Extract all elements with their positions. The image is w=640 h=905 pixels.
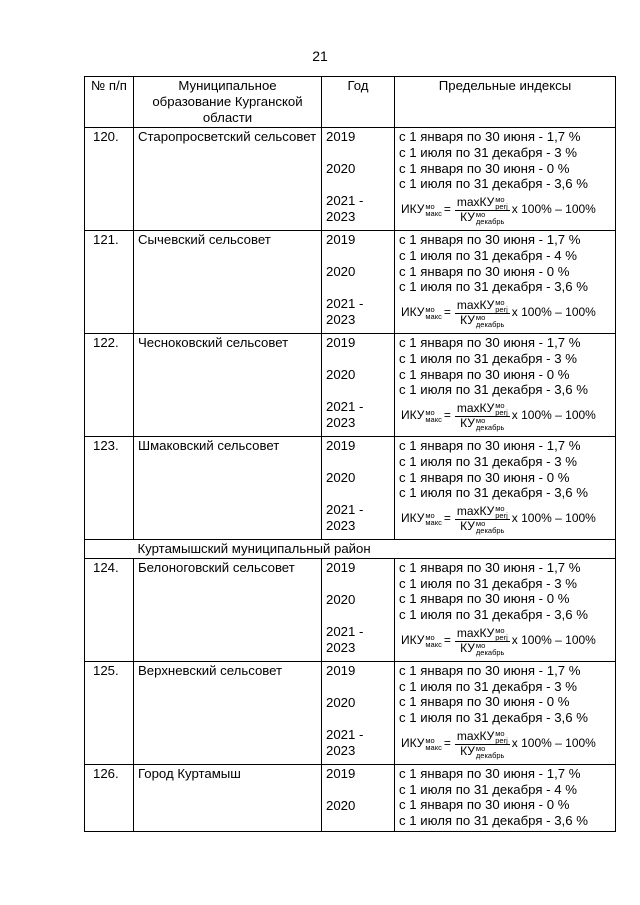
index-2020-h1: с 1 января по 30 июня - 0 % (399, 366, 570, 382)
formula-tail: x 100% – 100% (511, 408, 596, 423)
formula-lhs-sub: макс (425, 415, 442, 425)
formula-fraction (455, 627, 510, 656)
formula-denominator: КУ (460, 519, 475, 534)
formula-equals: = (443, 736, 451, 751)
year-2021-2023: 2021 - 2023 (326, 501, 364, 533)
index-2019-h1: с 1 января по 30 июня - 1,7 % (399, 662, 581, 678)
table-header-row (85, 77, 616, 128)
formula-den-sub: декабрь (475, 422, 505, 432)
year-cell (322, 436, 395, 539)
formula-numerator: maxКУ (456, 504, 495, 519)
formula-equals: = (443, 511, 451, 526)
formula-numerator: maxКУ (456, 195, 495, 210)
index-formula (399, 623, 611, 659)
row-number: 126. (85, 764, 134, 831)
indices-cell (395, 127, 616, 230)
formula-den-sup: мо (475, 640, 486, 650)
formula-num-sub: perj (495, 510, 508, 520)
index-2020-h1: с 1 января по 30 июня - 0 % (399, 160, 570, 176)
year-2019: 2019 (326, 334, 356, 350)
index-formula (399, 295, 611, 331)
row-number: 122. (85, 333, 134, 436)
formula-lhs-sup: мо (425, 736, 435, 746)
formula-lhs-sup: мо (425, 202, 435, 212)
formula-lhs: ИКУ (401, 408, 425, 423)
municipality-name: Шмаковский сельсовет (134, 436, 322, 539)
year-2020: 2020 (326, 694, 356, 710)
formula-den-sup: мо (475, 415, 486, 425)
index-2020-h2: с 1 июля по 31 декабря - 3,6 % (399, 710, 588, 726)
index-2019-h2: с 1 июля по 31 декабря - 3 % (399, 350, 577, 366)
year-2020: 2020 (326, 160, 356, 176)
index-2020-h2: с 1 июля по 31 декабря - 3,6 % (399, 279, 588, 295)
indices-cell (395, 764, 616, 831)
table-row (85, 661, 616, 764)
index-2019-h2: с 1 июля по 31 декабря - 3 % (399, 575, 577, 591)
index-2020-h2: с 1 июля по 31 декабря - 3,6 % (399, 813, 588, 829)
index-2020-h2: с 1 июля по 31 декабря - 3,6 % (399, 382, 588, 398)
formula-num-sup: мо (495, 400, 505, 410)
year-2021-2023: 2021 - 2023 (326, 295, 364, 327)
table-row (85, 230, 616, 333)
formula-numerator: maxКУ (456, 728, 495, 743)
year-2021-2023: 2021 - 2023 (326, 192, 364, 224)
formula-fraction (455, 196, 510, 225)
formula-lhs-sup: мо (425, 408, 435, 418)
formula-denominator: КУ (460, 210, 475, 225)
indices-cell (395, 558, 616, 661)
formula-num-sub: perj (495, 632, 508, 642)
formula-lhs-sup: мо (425, 633, 435, 643)
year-2020: 2020 (326, 797, 356, 813)
year-cell (322, 230, 395, 333)
formula-tail: x 100% – 100% (511, 305, 596, 320)
formula-denominator: КУ (460, 313, 475, 328)
municipality-name: Город Куртамыш (134, 764, 322, 831)
row-number: 120. (85, 127, 134, 230)
formula-tail: x 100% – 100% (511, 202, 596, 217)
formula-denominator: КУ (460, 640, 475, 655)
formula-num-sup: мо (495, 503, 505, 513)
formula-lhs-sub: макс (425, 312, 442, 322)
index-2019-h2: с 1 июля по 31 декабря - 3 % (399, 678, 577, 694)
formula-fraction (455, 730, 510, 759)
table-body-a (85, 127, 616, 539)
municipality-name: Верхневский сельсовет (134, 661, 322, 764)
formula-tail: x 100% – 100% (511, 511, 596, 526)
table-row (85, 127, 616, 230)
year-2019: 2019 (326, 231, 356, 247)
formula-fraction (455, 505, 510, 534)
formula-num-sup: мо (495, 194, 505, 204)
table-body-b (85, 558, 616, 831)
header-year: Год (322, 77, 395, 128)
formula-lhs: ИКУ (401, 633, 425, 648)
index-2019-h2: с 1 июля по 31 декабря - 4 % (399, 247, 577, 263)
row-number: 125. (85, 661, 134, 764)
formula-lhs: ИКУ (401, 305, 425, 320)
formula-num-sub: perj (495, 201, 508, 211)
formula-lhs: ИКУ (401, 736, 425, 751)
row-number: 123. (85, 436, 134, 539)
year-cell (322, 558, 395, 661)
year-2019: 2019 (326, 662, 356, 678)
formula-den-sup: мо (475, 312, 486, 322)
index-formula (399, 192, 611, 228)
page-number: 21 (312, 48, 328, 64)
index-2020-h2: с 1 июля по 31 декабря - 3,6 % (399, 176, 588, 192)
year-2020: 2020 (326, 366, 356, 382)
index-2019-h1: с 1 января по 30 июня - 1,7 % (399, 437, 581, 453)
formula-lhs-sub: макс (425, 209, 442, 219)
year-2020: 2020 (326, 469, 356, 485)
municipality-name: Старопросветский сельсовет (134, 127, 322, 230)
row-number: 121. (85, 230, 134, 333)
formula-den-sub: декабрь (475, 216, 505, 226)
table-row (85, 436, 616, 539)
formula-lhs-sup: мо (425, 511, 435, 521)
index-2020-h1: с 1 января по 30 июня - 0 % (399, 694, 570, 710)
municipality-name: Сычевский сельсовет (134, 230, 322, 333)
year-cell (322, 661, 395, 764)
formula-den-sub: декабрь (475, 525, 505, 535)
municipality-name: Чесноковский сельсовет (134, 333, 322, 436)
table-row (85, 333, 616, 436)
indices-cell (395, 436, 616, 539)
table-row (85, 764, 616, 831)
header-municipality: Муниципальное образование Курганской области (134, 77, 322, 128)
year-cell (322, 127, 395, 230)
formula-denominator: КУ (460, 743, 475, 758)
formula-lhs: ИКУ (401, 511, 425, 526)
section-title: Куртамышский муниципальный район (134, 539, 616, 558)
formula-fraction (455, 299, 510, 328)
index-2019-h2: с 1 июля по 31 декабря - 3 % (399, 144, 577, 160)
formula-tail: x 100% – 100% (511, 633, 596, 648)
index-2019-h1: с 1 января по 30 июня - 1,7 % (399, 231, 581, 247)
year-cell (322, 764, 395, 831)
header-num: № п/п (85, 77, 134, 128)
formula-den-sub: декабрь (475, 647, 505, 657)
formula-lhs: ИКУ (401, 202, 425, 217)
index-2020-h1: с 1 января по 30 июня - 0 % (399, 263, 570, 279)
formula-tail: x 100% – 100% (511, 736, 596, 751)
formula-numerator: maxКУ (456, 298, 495, 313)
section-row (85, 539, 616, 558)
year-2021-2023: 2021 - 2023 (326, 623, 364, 655)
index-2019-h2: с 1 июля по 31 декабря - 4 % (399, 781, 577, 797)
index-2019-h1: с 1 января по 30 июня - 1,7 % (399, 334, 581, 350)
year-2021-2023: 2021 - 2023 (326, 726, 364, 758)
formula-num-sup: мо (495, 728, 505, 738)
indices-cell (395, 661, 616, 764)
indices-table (84, 76, 616, 832)
row-number: 124. (85, 558, 134, 661)
index-2020-h2: с 1 июля по 31 декабря - 3,6 % (399, 485, 588, 501)
index-2020-h1: с 1 января по 30 июня - 0 % (399, 469, 570, 485)
section-spacer (85, 539, 134, 558)
year-2019: 2019 (326, 765, 356, 781)
formula-den-sup: мо (475, 209, 486, 219)
formula-den-sub: декабрь (475, 750, 505, 760)
year-cell (322, 333, 395, 436)
index-formula (399, 501, 611, 537)
year-2020: 2020 (326, 263, 356, 279)
indices-cell (395, 230, 616, 333)
index-formula (399, 398, 611, 434)
formula-lhs-sub: макс (425, 743, 442, 753)
index-2019-h1: с 1 января по 30 июня - 1,7 % (399, 559, 581, 575)
formula-num-sub: perj (495, 735, 508, 745)
table-row (85, 558, 616, 661)
formula-den-sup: мо (475, 518, 486, 528)
index-2020-h1: с 1 января по 30 июня - 0 % (399, 591, 570, 607)
header-indices: Предельные индексы (395, 77, 616, 128)
year-2019: 2019 (326, 437, 356, 453)
formula-num-sub: perj (495, 304, 508, 314)
index-2020-h1: с 1 января по 30 июня - 0 % (399, 797, 570, 813)
index-2020-h2: с 1 июля по 31 декабря - 3,6 % (399, 607, 588, 623)
formula-den-sub: декабрь (475, 319, 505, 329)
formula-lhs-sup: мо (425, 305, 435, 315)
formula-num-sup: мо (495, 625, 505, 635)
formula-fraction (455, 402, 510, 431)
formula-equals: = (443, 202, 451, 217)
index-2019-h1: с 1 января по 30 июня - 1,7 % (399, 765, 581, 781)
index-2019-h2: с 1 июля по 31 декабря - 3 % (399, 453, 577, 469)
index-formula (399, 726, 611, 762)
formula-num-sup: мо (495, 297, 505, 307)
formula-numerator: maxКУ (456, 401, 495, 416)
formula-equals: = (443, 305, 451, 320)
year-2019: 2019 (326, 128, 356, 144)
formula-num-sub: perj (495, 407, 508, 417)
year-2020: 2020 (326, 591, 356, 607)
year-2019: 2019 (326, 559, 356, 575)
indices-cell (395, 333, 616, 436)
formula-den-sup: мо (475, 743, 486, 753)
formula-equals: = (443, 408, 451, 423)
formula-lhs-sub: макс (425, 518, 442, 528)
formula-numerator: maxКУ (456, 625, 495, 640)
formula-denominator: КУ (460, 416, 475, 431)
formula-lhs-sub: макс (425, 640, 442, 650)
index-2019-h1: с 1 января по 30 июня - 1,7 % (399, 128, 581, 144)
formula-equals: = (443, 633, 451, 648)
municipality-name: Белоноговский сельсовет (134, 558, 322, 661)
year-2021-2023: 2021 - 2023 (326, 398, 364, 430)
